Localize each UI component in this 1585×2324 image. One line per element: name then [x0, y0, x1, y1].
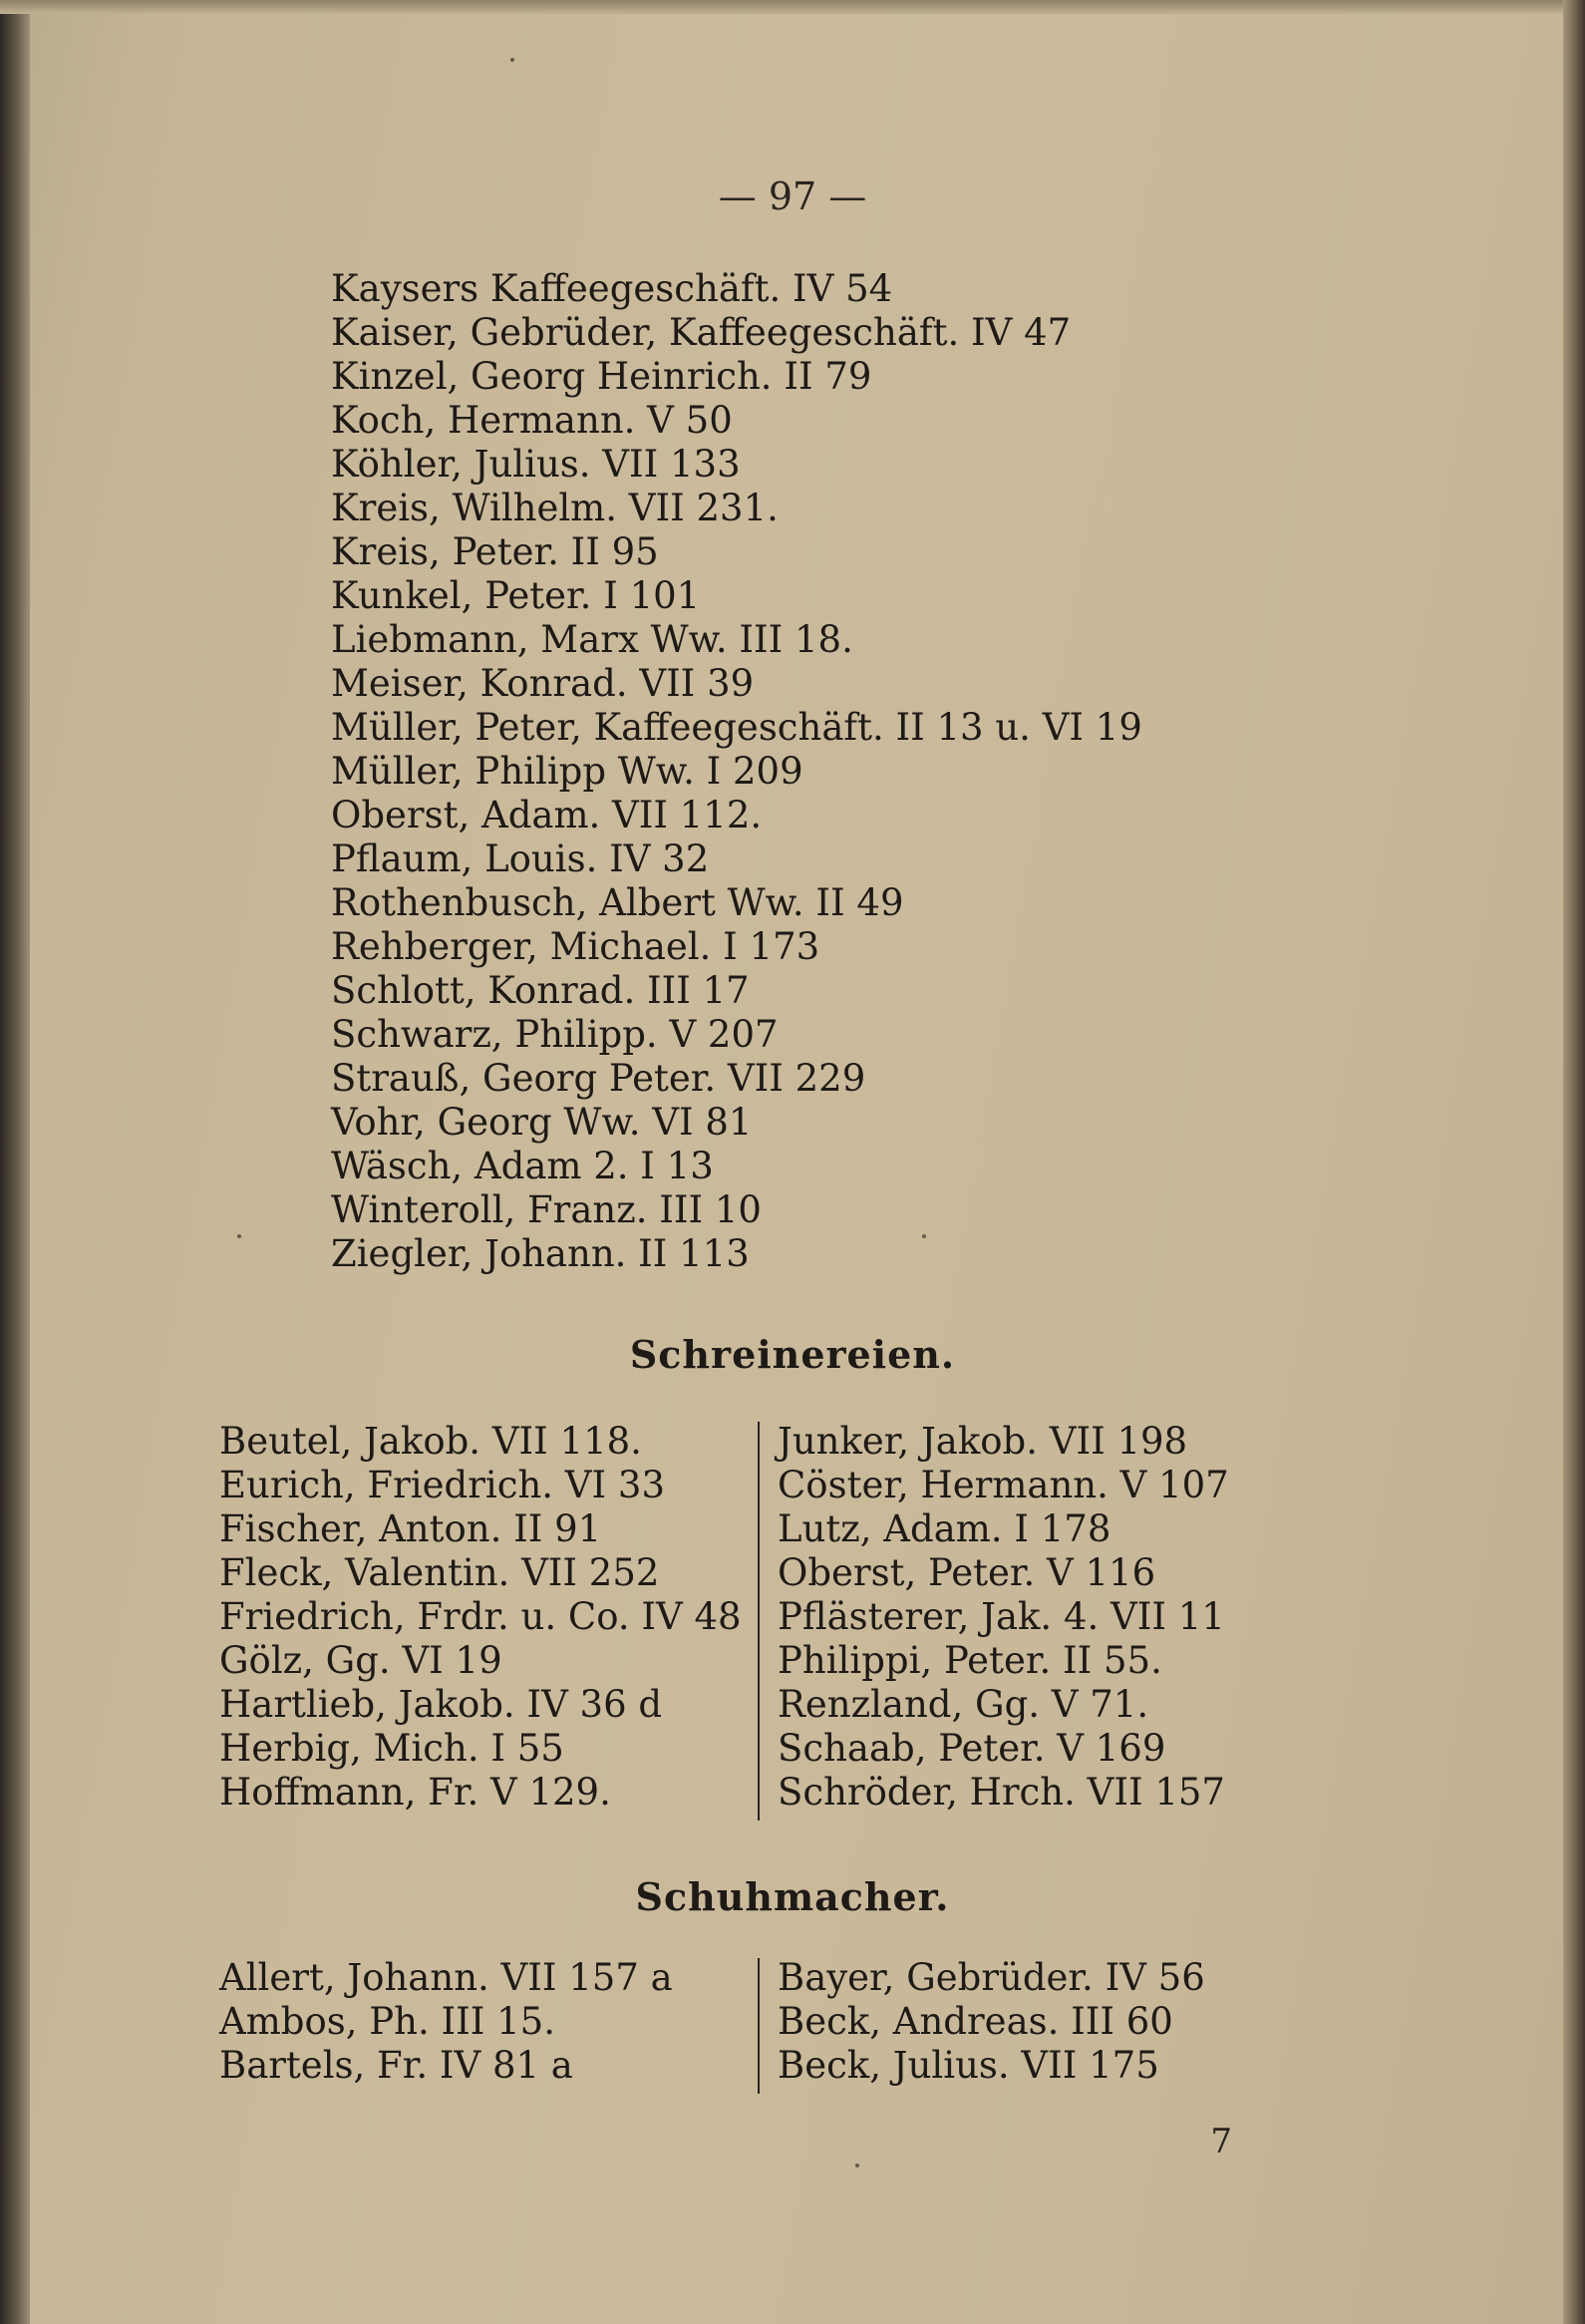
list-item: Schwarz, Philipp. V 207 [331, 1013, 779, 1056]
list-item: Meiser, Konrad. VII 39 [331, 662, 755, 705]
list-item: Fleck, Valentin. VII 252 [219, 1551, 660, 1594]
paper-speck [237, 1234, 241, 1238]
column-divider [758, 1422, 760, 1821]
list-item: Kunkel, Peter. I 101 [331, 574, 701, 617]
page-number: — 97 — [718, 174, 867, 218]
list-item: Müller, Peter, Kaffeegeschäft. II 13 u. VI 19 [331, 706, 1142, 749]
list-item: Schlott, Konrad. III 17 [331, 969, 750, 1012]
list-item: Winteroll, Franz. III 10 [331, 1188, 762, 1231]
column-divider [758, 1958, 760, 2094]
schuhmacher-left-column [219, 1956, 673, 2088]
list-item: Kaysers Kaffeegeschäft. IV 54 [331, 267, 893, 310]
list-item: Lutz, Adam. I 178 [778, 1507, 1111, 1550]
list-item: Pflaum, Louis. IV 32 [331, 837, 710, 880]
list-item: Gölz, Gg. VI 19 [219, 1639, 502, 1682]
list-item: Bayer, Gebrüder. IV 56 [778, 1956, 1205, 1999]
list-item: Strauß, Georg Peter. VII 229 [331, 1057, 866, 1100]
list-item: Herbig, Mich. I 55 [219, 1727, 564, 1770]
list-item: Schaab, Peter. V 169 [778, 1727, 1166, 1770]
list-item: Oberst, Peter. V 116 [778, 1551, 1156, 1594]
list-item: Ambos, Ph. III 15. [219, 2000, 555, 2043]
schuhmacher-right-column [778, 1956, 1205, 2088]
list-item: Cöster, Hermann. V 107 [778, 1464, 1229, 1506]
schreinereien-left-column [219, 1420, 742, 1815]
section-heading-schuhmacher: Schuhmacher. [635, 1874, 950, 1919]
list-item: Renzland, Gg. V 71. [778, 1683, 1149, 1726]
section-heading-schreinereien: Schreinereien. [629, 1332, 956, 1377]
list-item: Hoffmann, Fr. V 129. [219, 1771, 611, 1814]
list-item: Bartels, Fr. IV 81 a [219, 2044, 573, 2087]
list-item: Hartlieb, Jakob. IV 36 d [219, 1683, 663, 1726]
list-item: Beck, Andreas. III 60 [778, 2000, 1173, 2043]
list-item: Kinzel, Georg Heinrich. II 79 [331, 355, 872, 398]
list-item: Liebmann, Marx Ww. III 18. [331, 618, 853, 661]
binding-edge [0, 0, 30, 2324]
list-item: Philippi, Peter. II 55. [778, 1639, 1162, 1682]
paper-speck [855, 2163, 859, 2167]
list-item: Beutel, Jakob. VII 118. [219, 1420, 642, 1463]
list-item: Fischer, Anton. II 91 [219, 1507, 602, 1550]
paper-speck [510, 58, 514, 62]
list-item: Müller, Philipp Ww. I 209 [331, 750, 803, 793]
list-item: Rothenbusch, Albert Ww. II 49 [331, 881, 904, 924]
main-entry-list [331, 267, 1142, 1276]
list-item: Schröder, Hrch. VII 157 [778, 1771, 1225, 1814]
schreinereien-right-column [778, 1420, 1229, 1815]
list-item: Kreis, Wilhelm. VII 231. [331, 487, 779, 529]
list-item: Vohr, Georg Ww. VI 81 [331, 1101, 753, 1144]
right-edge [1563, 0, 1585, 2324]
list-item: Oberst, Adam. VII 112. [331, 794, 763, 836]
list-item: Koch, Hermann. V 50 [331, 399, 733, 442]
list-item: Köhler, Julius. VII 133 [331, 443, 741, 486]
list-item: Junker, Jakob. VII 198 [778, 1420, 1188, 1463]
list-item: Rehberger, Michael. I 173 [331, 925, 820, 968]
list-item: Ziegler, Johann. II 113 [331, 1232, 750, 1275]
signature-mark: 7 [1210, 2122, 1232, 2161]
list-item: Allert, Johann. VII 157 a [219, 1956, 673, 1999]
list-item: Pflästerer, Jak. 4. VII 11 [778, 1595, 1225, 1638]
list-item: Kaiser, Gebrüder, Kaffeegeschäft. IV 47 [331, 311, 1072, 354]
list-item: Beck, Julius. VII 175 [778, 2044, 1159, 2087]
list-item: Friedrich, Frdr. u. Co. IV 48 [219, 1595, 742, 1638]
top-edge [0, 0, 1585, 14]
list-item: Eurich, Friedrich. VI 33 [219, 1464, 665, 1506]
list-item: Kreis, Peter. II 95 [331, 530, 659, 573]
list-item: Wäsch, Adam 2. I 13 [331, 1145, 714, 1187]
